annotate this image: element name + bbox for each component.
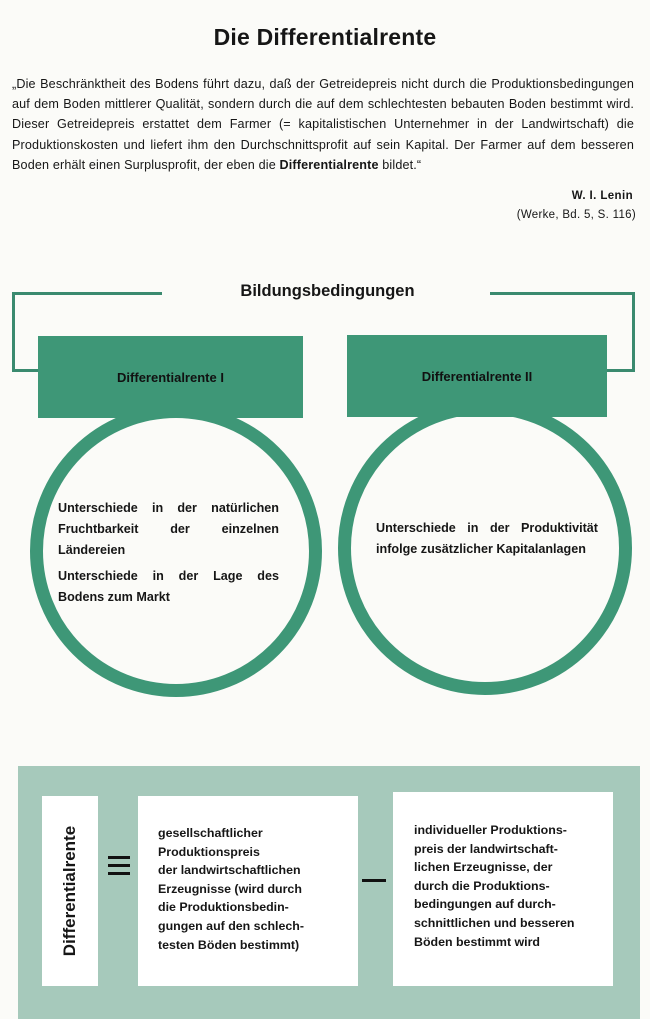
term2-line: individueller Produktions- bbox=[414, 823, 567, 837]
term1-line: der landwirtschaftlichen bbox=[158, 863, 301, 878]
term1-line: Erzeugnisse (wird durch bbox=[158, 881, 302, 896]
term2-line: Böden bestimmt wird bbox=[414, 934, 540, 949]
bracket-right-top bbox=[490, 292, 635, 295]
rent2-label: Differentialrente II bbox=[421, 368, 533, 384]
bracket-left-side bbox=[12, 292, 15, 372]
formula-label-text: Differentialrente bbox=[60, 825, 79, 957]
term2-text bbox=[414, 821, 594, 951]
term1-line: testen Böden bestimmt) bbox=[158, 937, 300, 952]
conditions-heading: Bildungsbedingungen bbox=[240, 282, 415, 300]
bracket-left-top bbox=[12, 292, 162, 295]
rent1-condition-item: Unterschiede in der natürlichen Fruchtbarkeit der einzelnen Ländereien bbox=[58, 501, 279, 557]
term2-line: bedingungen auf durch- bbox=[414, 897, 556, 912]
quote-source: (Werke, Bd. 5, S. 116) bbox=[516, 209, 636, 221]
term2-line: lichen Erzeugnisse, der bbox=[414, 860, 553, 875]
bracket-right-bottom bbox=[605, 369, 635, 372]
bracket-right-side bbox=[632, 292, 635, 372]
term1-text bbox=[158, 824, 335, 954]
equals-sign bbox=[106, 853, 132, 879]
term2-line: durch die Produktions- bbox=[414, 878, 550, 893]
minus-sign bbox=[362, 879, 386, 882]
rent1-conditions bbox=[58, 498, 279, 608]
term2-line: schnittlichen und besseren bbox=[414, 915, 575, 930]
formula-label bbox=[42, 796, 98, 986]
bracket-left-bottom bbox=[12, 369, 40, 372]
quote-text-part1: „Die Beschränktheit des Bodens führt dazu, daß der Getreidepreis nicht durch die Produktionsbedingungen auf dem Boden mittlerer Qualität, sondern durch die auf dem schlechtesten bebauten Boden bestimmt wird. Dieser Getreidepreis erstattet dem Farmer (= kapitalistischen Unternehmer in der Landwirtschaft) die Produktionskosten und liefert ihm den Durchschnittsprofit auf sein Kapital. Der Farmer auf dem besseren Boden erhält einen Surplusprofit, der eben die bbox=[12, 77, 634, 172]
quote-emphasis: Differentialrente bbox=[279, 157, 379, 172]
quote-text-part2: bildet.“ bbox=[378, 157, 422, 172]
term1-line: gungen auf den schlech- bbox=[158, 918, 304, 933]
term1-line: die Produktionsbedin- bbox=[158, 900, 289, 915]
term1-line: Produktionspreis bbox=[158, 844, 260, 859]
rent1-label-box bbox=[38, 336, 303, 418]
rent2-conditions bbox=[376, 518, 598, 560]
page-title: Die Differentialrente bbox=[213, 24, 437, 50]
rent2-label-box bbox=[347, 335, 607, 417]
lenin-quote bbox=[12, 74, 634, 175]
term1-line: gesellschaftlicher bbox=[158, 826, 263, 840]
rent1-label: Differentialrente I bbox=[117, 369, 224, 385]
term2-line: preis der landwirtschaft- bbox=[414, 841, 558, 856]
rent2-condition-item: Unterschiede in der Produktivität infolge zusätzlicher Kapitalanlagen bbox=[376, 521, 598, 556]
rent1-condition-item: Unterschiede in der Lage des Bodens zum Markt bbox=[58, 569, 279, 604]
quote-author: W. I. Lenin bbox=[571, 190, 633, 202]
